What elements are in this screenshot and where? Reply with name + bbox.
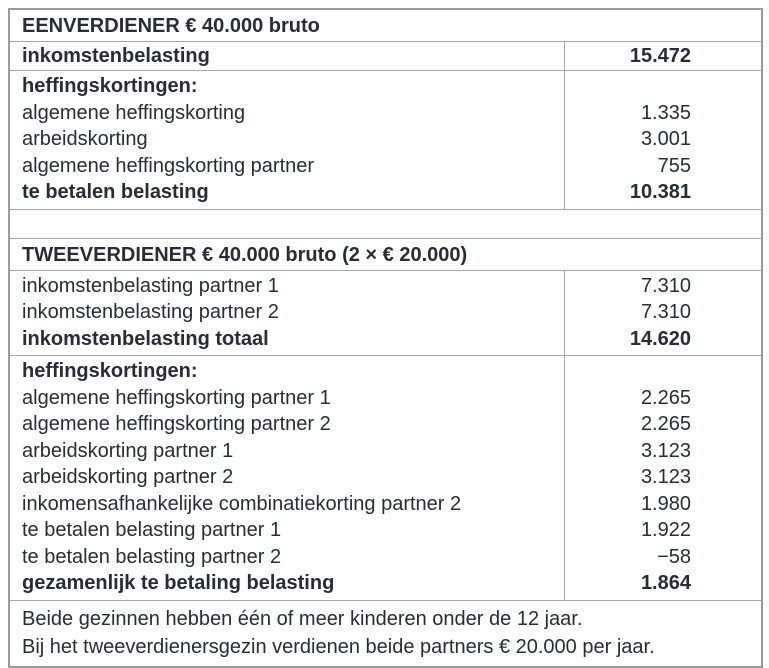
row-value: 1.864 — [640, 572, 691, 594]
row-value: 7.310 — [640, 274, 691, 297]
belasting-values-tweeverdiener — [564, 270, 762, 356]
row-value: 2.265 — [640, 413, 691, 435]
row-label: te betalen belasting partner 1 — [22, 519, 282, 541]
row-value: 3.123 — [640, 466, 691, 488]
table-row — [9, 356, 762, 601]
row-label: heffingskortingen: — [22, 75, 198, 97]
kortingen-labels-tweeverdiener — [9, 356, 564, 601]
row-label: algemene heffingskorting — [22, 101, 246, 124]
row-label: heffingskortingen: — [22, 360, 198, 382]
row-value: 1.980 — [640, 492, 691, 515]
tax-comparison-table — [8, 8, 763, 668]
row-value: 1.335 — [640, 101, 691, 124]
row-label: gezamenlijk te betaling belasting — [22, 572, 335, 594]
row-value: 3.001 — [640, 128, 691, 150]
table-row — [9, 42, 762, 71]
row-label: arbeidskorting partner 1 — [22, 439, 234, 462]
row-value: −58 — [657, 545, 691, 568]
row-value: 755 — [657, 154, 691, 177]
row-label: te betalen belasting — [22, 181, 209, 203]
row-label: algemene heffingskorting partner 2 — [22, 413, 331, 435]
row-value: 3.123 — [640, 439, 691, 462]
table-row — [9, 9, 762, 42]
table-row — [9, 238, 762, 270]
row-label: arbeidskorting partner 2 — [22, 466, 234, 488]
belasting-labels-tweeverdiener — [9, 270, 564, 356]
row-label: algemene heffingskorting partner 1 — [22, 386, 331, 409]
table-row — [9, 600, 762, 667]
table-row — [9, 270, 762, 356]
section-title-tweeverdiener: TWEEVERDIENER € 40.000 bruto (2 × € 20.000) — [9, 238, 762, 270]
row-value: 2.265 — [640, 386, 691, 409]
row-value: 10.381 — [629, 181, 691, 203]
row-value: 1.922 — [640, 519, 691, 541]
row-label-inkomstenbelasting: inkomstenbelasting — [9, 42, 564, 71]
section-title-eenverdiener: EENVERDIENER € 40.000 bruto — [9, 9, 762, 42]
row-label: inkomstenbelasting partner 2 — [22, 301, 279, 323]
row-label: algemene heffingskorting partner — [22, 154, 315, 177]
row-value-inkomstenbelasting: 15.472 — [564, 42, 762, 71]
spacer — [9, 209, 762, 238]
row-label: te betalen belasting partner 2 — [22, 545, 282, 568]
row-value: 14.620 — [629, 327, 691, 350]
footnote-line-1: Beide gezinnen hebben één of meer kinderen onder de 12 jaar. — [22, 607, 583, 630]
row-label: inkomstenbelasting partner 1 — [22, 274, 279, 297]
kortingen-values-tweeverdiener — [564, 356, 762, 601]
footnote-line-2: Bij het tweeverdienersgezin verdienen beide partners € 20.000 per jaar. — [22, 635, 655, 658]
table-row-spacer — [9, 209, 762, 238]
row-value — [565, 358, 692, 385]
row-label: inkomensafhankelijke combinatiekorting partner 2 — [22, 492, 462, 515]
table-row — [9, 71, 762, 210]
kortingen-values-eenverdiener — [564, 71, 762, 210]
footnote — [9, 600, 762, 667]
row-value: 7.310 — [640, 301, 691, 323]
row-value — [565, 73, 692, 100]
kortingen-labels-eenverdiener — [9, 71, 564, 210]
row-label: arbeidskorting — [22, 128, 148, 150]
row-label: inkomstenbelasting totaal — [22, 327, 269, 350]
